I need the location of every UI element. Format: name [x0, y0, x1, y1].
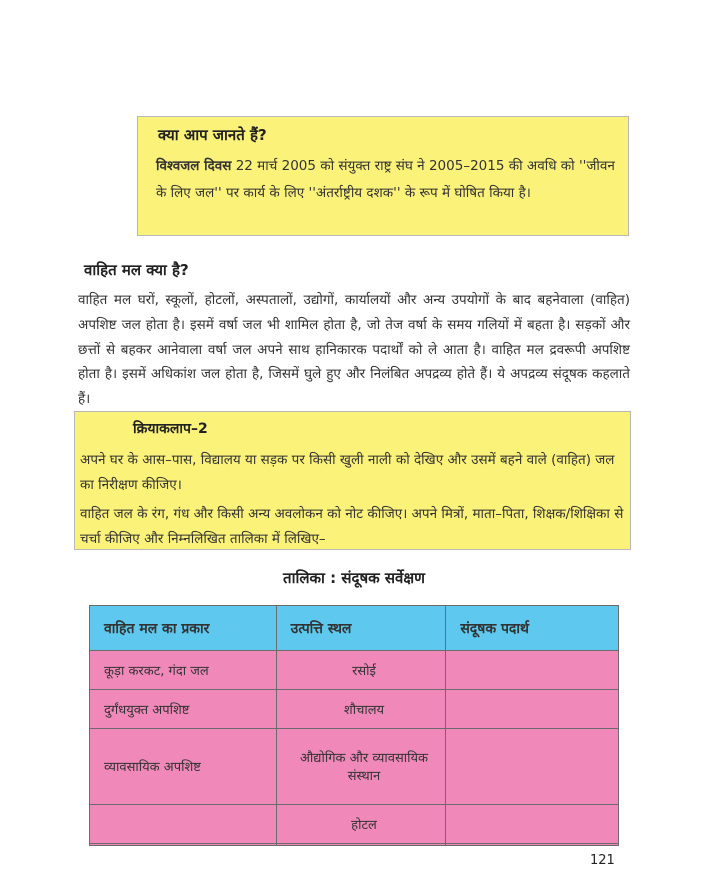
section-heading: वाहित मल क्या है? — [84, 261, 189, 279]
table-cell — [446, 729, 619, 805]
table-caption: तालिका : संदूषक सर्वेक्षण — [283, 569, 425, 587]
table-row — [90, 651, 619, 690]
table-cell — [90, 804, 277, 843]
page-number: 121 — [590, 853, 615, 868]
table-cell: रसोई — [276, 651, 446, 690]
contaminant-survey-table — [89, 605, 619, 846]
table-cell — [276, 843, 446, 845]
activity-paragraph-2: वाहित जल के रंग, गंध और किसी अन्य अवलोकन को नोट कीजिए। अपने मित्रों, माता–पिता, शिक्षक/शिक्षिका से चर्चा कीजिए और निम्नलिखित तालिका में लिखिए– — [80, 506, 624, 547]
section-paragraph: वाहित मल घरों, स्कूलों, होटलों, अस्पतालों, उद्योगों, कार्यालयों और अन्य उपयोगों के बाद बहनेवाला (वाहित) अपशिष्ट जल होता है। इसमें वर्षा जल भी शामिल होता है, जो तेज वर्षा के समय गलियों में बहता है। सड़कों और छत्तों से बहकर आनेवाला वर्षा जल अपने साथ हानिकारक पदार्थों को ले आता है। वाहित मल द्रवरूपी अपशिष्ट होता है। इसमें अधिकांश जल होता है, जिसमें घुले हुए और निलंबित अपद्रव्य होते हैं। ये अपद्रव्य संदूषक कहलाते हैं। — [78, 292, 630, 408]
table-row — [90, 804, 619, 843]
table-cell: कूड़ा करकट, गंदा जल — [90, 651, 277, 690]
table-header-row — [90, 606, 619, 651]
table-cell — [446, 690, 619, 729]
table-cell: व्यावसायिक अपशिष्ट — [90, 729, 277, 805]
header-contaminant: संदूषक पदार्थ — [446, 606, 619, 651]
table-row — [90, 729, 619, 805]
table-cell: होटल — [276, 804, 446, 843]
table-cell — [446, 651, 619, 690]
header-origin-place: उत्पत्ति स्थल — [276, 606, 446, 651]
activity-paragraph-1: अपने घर के आस–पास, विद्यालय या सड़क पर किसी खुली नाली को देखिए और उसमें बहने वाले (वाहित) जल का निरीक्षण कीजिए। — [80, 452, 615, 493]
table-row — [90, 690, 619, 729]
activity-title: क्रियाकलाप–2 — [133, 421, 208, 437]
did-you-know-heading: क्या आप जानते हैं? — [158, 126, 267, 144]
activity-box — [74, 411, 631, 550]
table-cell: शौचालय — [276, 690, 446, 729]
table-cell: दुर्गंधयुक्त अपशिष्ट — [90, 690, 277, 729]
table-row — [90, 843, 619, 845]
table-cell: औद्योगिक और व्यावसायिक संस्थान — [276, 729, 446, 805]
did-you-know-body: 22 मार्च 2005 को संयुक्त राष्ट्र संघ ने 2005–2015 की अवधि को ''जीवन के लिए जल'' पर कार्य के लिए ''अंतर्राष्ट्रीय दशक'' के रूप में घोषित किया है। — [156, 158, 615, 201]
table-cell — [446, 804, 619, 843]
table-cell — [446, 843, 619, 845]
header-sewage-type: वाहित मल का प्रकार — [90, 606, 277, 651]
did-you-know-text — [156, 153, 620, 207]
did-you-know-box — [137, 116, 629, 236]
table-cell — [90, 843, 277, 845]
world-water-day-label: विश्वजल दिवस — [156, 158, 232, 174]
